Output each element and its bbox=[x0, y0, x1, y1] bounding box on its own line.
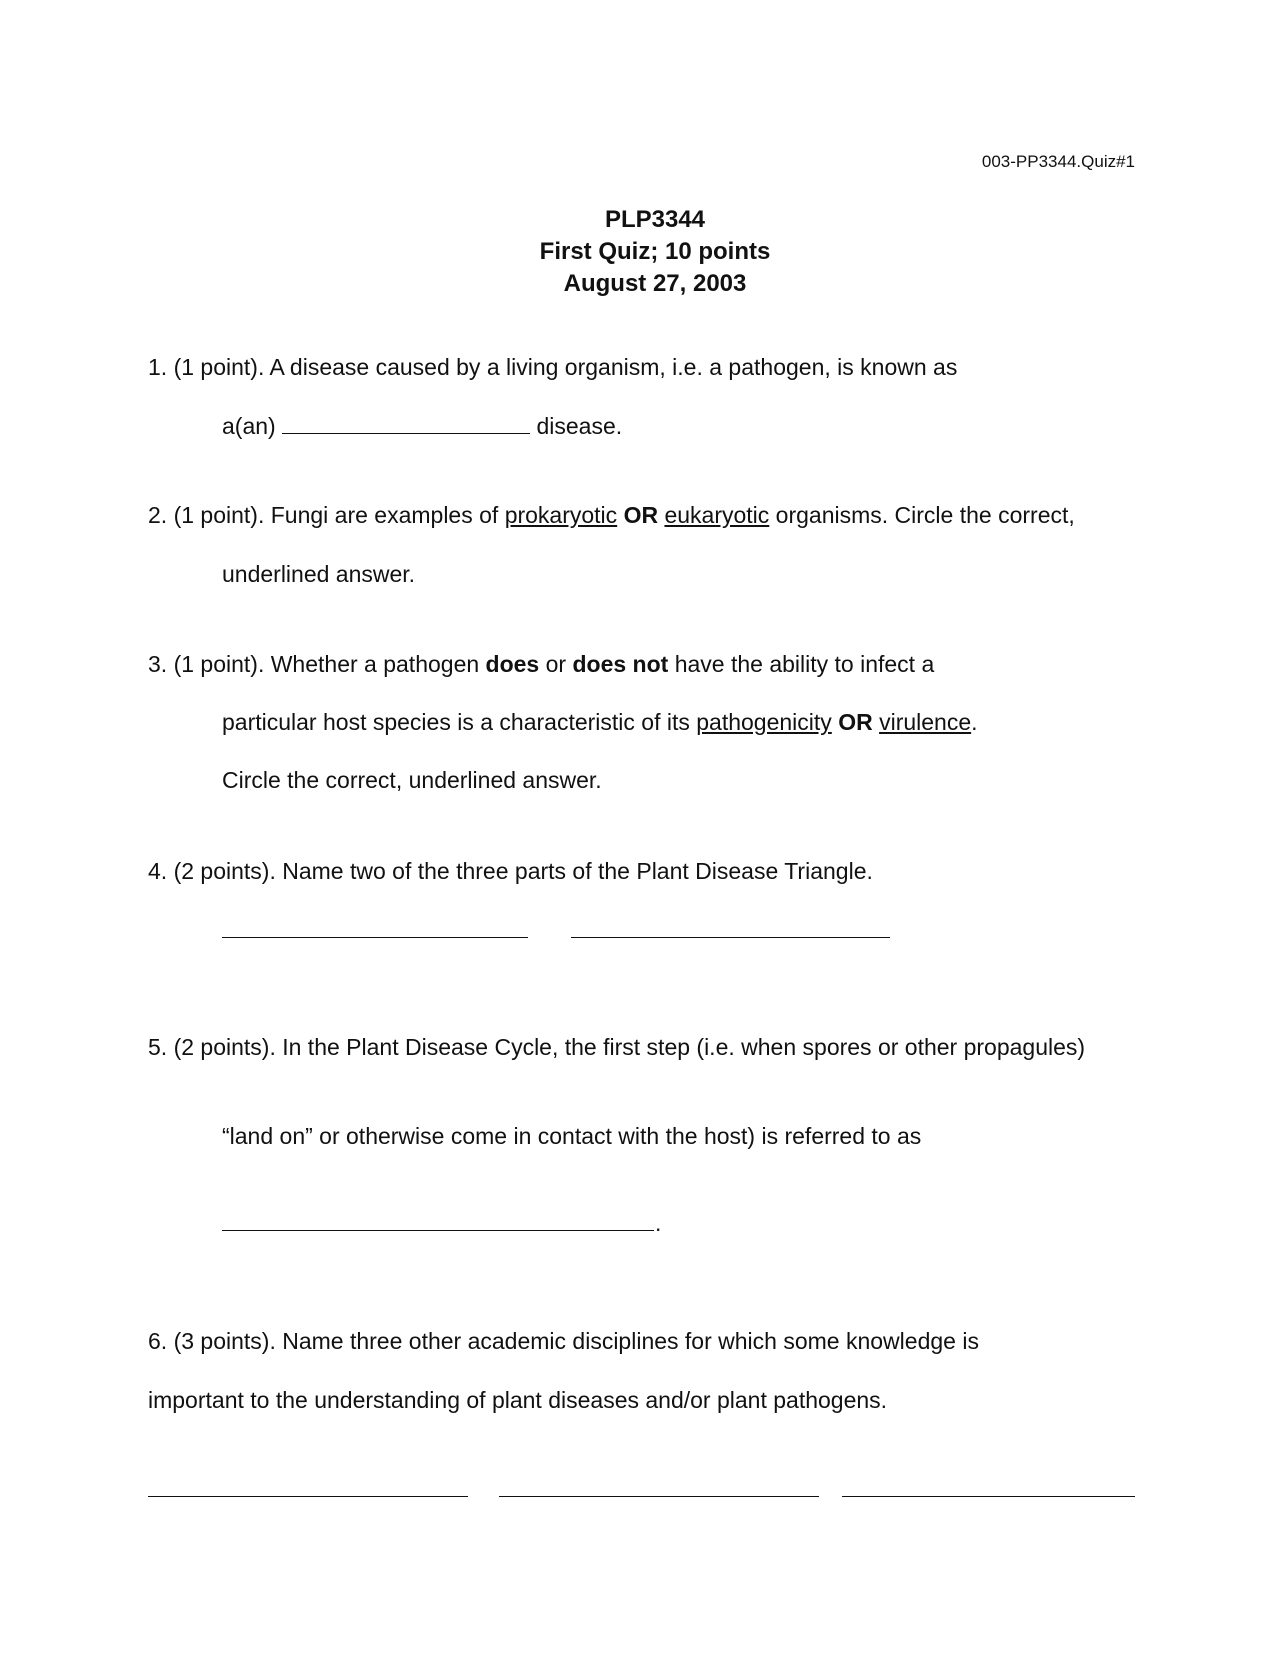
q4-answer-blank-2[interactable] bbox=[571, 937, 890, 938]
q4-line1: 4. (2 points). Name two of the three parts of the Plant Disease Triangle. bbox=[148, 858, 873, 884]
q3-line2 bbox=[222, 709, 978, 736]
document-id: 003-PP3344.Quiz#1 bbox=[981, 152, 1135, 171]
q1-line1: 1. (1 point). A disease caused by a living organism, i.e. a pathogen, is known as bbox=[148, 354, 958, 380]
q6-line2: important to the understanding of plant diseases and/or plant pathogens. bbox=[148, 1387, 888, 1413]
q3-lead: 3. (1 point). Whether a pathogen bbox=[148, 651, 480, 677]
q4-answer-blank-1[interactable] bbox=[222, 937, 528, 938]
q3-option-pathogenicity[interactable]: pathogenicity bbox=[696, 709, 832, 735]
q1-line2 bbox=[222, 413, 622, 440]
q6-answer-blank-2[interactable] bbox=[499, 1496, 819, 1497]
quiz-date: August 27, 2003 bbox=[563, 270, 747, 297]
q5-line1: 5. (2 points). In the Plant Disease Cycle, the first step (i.e. when spores or other propagules) bbox=[148, 1034, 1086, 1060]
q5-period: . bbox=[655, 1210, 662, 1236]
q3-line2-lead: particular host species is a characteristic of its bbox=[222, 709, 690, 735]
q2-option-prokaryotic[interactable]: prokaryotic bbox=[504, 502, 618, 528]
q2-line2: underlined answer. bbox=[222, 561, 416, 587]
q3-option-virulence[interactable]: virulence bbox=[879, 709, 972, 735]
quiz-title: First Quiz; 10 points bbox=[539, 238, 771, 265]
q5-line2: “land on” or otherwise come in contact with the host) is referred to as bbox=[222, 1123, 922, 1149]
q3-line3: Circle the correct, underlined answer. bbox=[222, 767, 602, 793]
q5-answer-blank[interactable] bbox=[222, 1230, 654, 1231]
q3-period: . bbox=[971, 709, 978, 735]
q2-option-eukaryotic[interactable]: eukaryotic bbox=[664, 502, 770, 528]
q2-lead: 2. (1 point). Fungi are examples of bbox=[148, 502, 499, 528]
q6-line1: 6. (3 points). Name three other academic disciplines for which some knowledge is bbox=[148, 1328, 979, 1354]
q2-tail: organisms. Circle the correct, bbox=[775, 502, 1075, 528]
q3-does-not: does not bbox=[572, 651, 669, 677]
q2-or: OR bbox=[623, 502, 659, 528]
course-code: PLP3344 bbox=[604, 206, 706, 233]
q1-answer-blank[interactable] bbox=[282, 415, 530, 434]
q3-or: OR bbox=[838, 709, 873, 735]
title-block bbox=[0, 204, 1280, 300]
q2-line1 bbox=[148, 502, 1075, 529]
q3-tail: have the ability to infect a bbox=[674, 651, 935, 677]
q6-answer-blank-3[interactable] bbox=[842, 1496, 1135, 1497]
q3-line1 bbox=[148, 651, 934, 678]
q1-before: a(an) bbox=[222, 413, 276, 439]
q1-after: disease. bbox=[536, 413, 623, 439]
q3-does: does bbox=[485, 651, 540, 677]
q3-or-word: or bbox=[545, 651, 567, 677]
q6-answer-blank-1[interactable] bbox=[148, 1496, 468, 1497]
